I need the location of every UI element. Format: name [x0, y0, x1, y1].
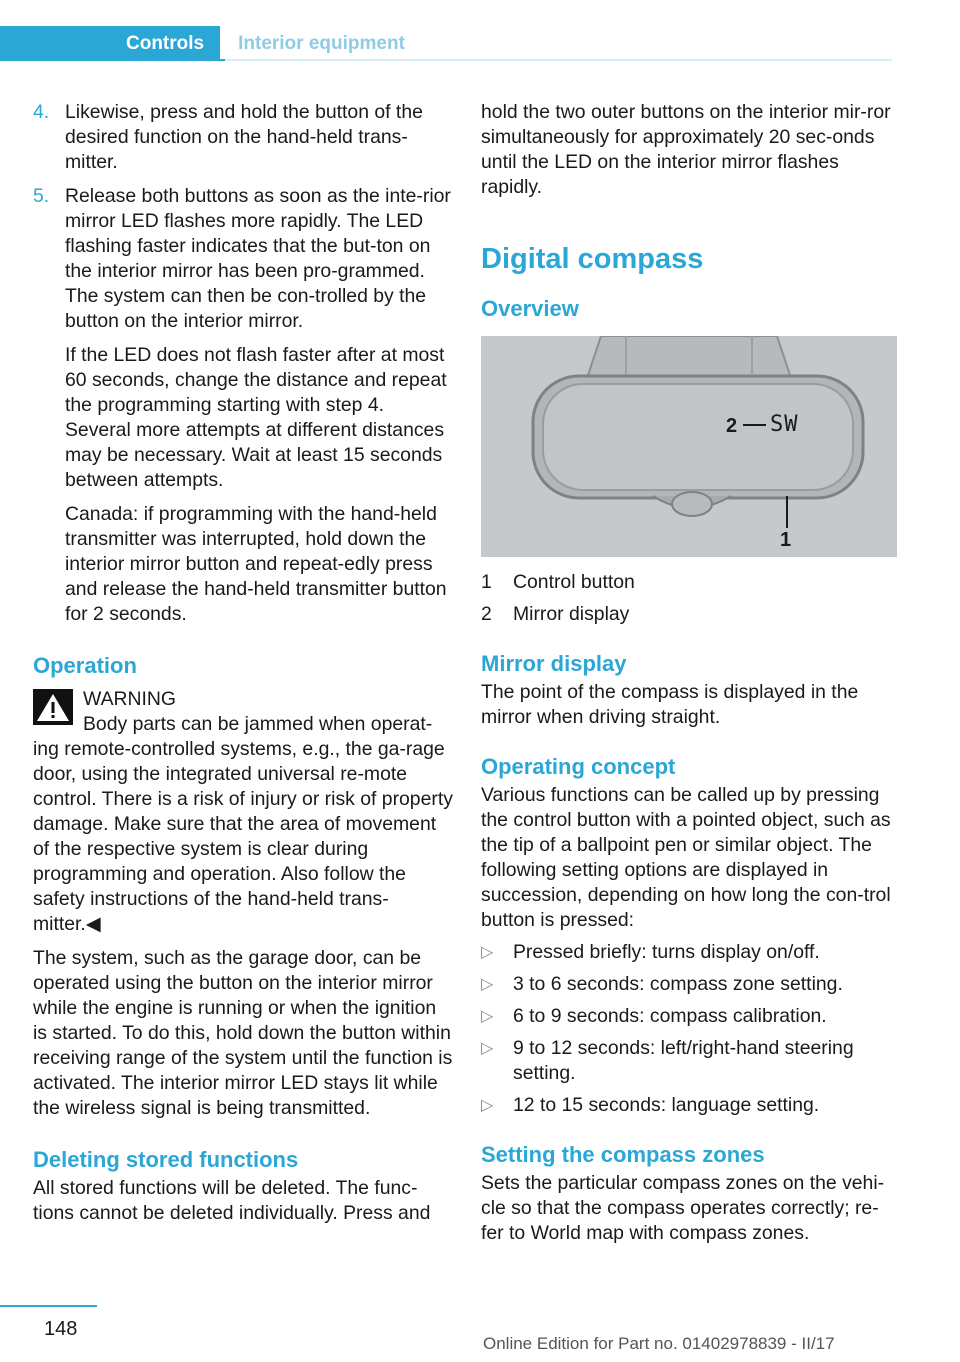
- operating-concept-text: Various functions can be called up by pressing the control button with a pointed object, such as the tip of a ballpoint pen or similar object. The following setting options are displayed in succession, depending on how long the con‐trol button is pressed:: [481, 784, 891, 931]
- list-item: [481, 940, 897, 965]
- mirror-display-heading: Mirror display: [481, 651, 627, 676]
- legend-label: Control button: [513, 571, 635, 593]
- legend-item: [481, 602, 897, 627]
- triangle-bullet-icon: ▷: [481, 1008, 494, 1025]
- step-item: [33, 100, 453, 175]
- overview-heading: Overview: [481, 296, 579, 321]
- header-rule: [0, 59, 225, 61]
- operating-concept-heading: Operating concept: [481, 754, 676, 779]
- list-item-text: 9 to 12 seconds: left/right-hand steering setting.: [513, 1037, 854, 1084]
- compass-zones-heading: Setting the compass zones: [481, 1142, 765, 1167]
- step-number: 4.: [33, 101, 50, 123]
- triangle-bullet-icon: ▷: [481, 944, 494, 961]
- step-text: Release both buttons as soon as the inte‐rior mirror LED flashes more rapidly. The LED flashing faster indicates that the but‐ton on the interior mirror has been pro‐grammed. The system can then be con‐trolled by the button on the interior mirror.: [65, 185, 451, 332]
- legend-label: Mirror display: [513, 603, 630, 625]
- right-column: [481, 100, 897, 1246]
- list-item: [481, 1093, 897, 1118]
- list-item-text: 6 to 9 seconds: compass calibration.: [513, 1005, 827, 1027]
- list-item: [481, 1004, 897, 1029]
- legend-number: 1: [481, 571, 492, 593]
- mirror-display-text: The point of the compass is displayed in the mirror when driving straight.: [481, 681, 859, 728]
- operation-text: The system, such as the garage door, can be operated using the button on the interior mirror while the engine is running or when the ignition is started. To do this, hold down the button within receiving range of the system until the function is activated. The interior mirror LED stays lit while the wireless signal is being transmitted.: [33, 947, 453, 1119]
- header-subsection: Interior equipment: [220, 26, 892, 61]
- triangle-bullet-icon: ▷: [481, 1040, 494, 1057]
- mirror-illustration: [481, 336, 897, 557]
- list-item-text: Pressed briefly: turns display on/off.: [513, 941, 820, 963]
- continued-text: hold the two outer buttons on the interior mir‐ror simultaneously for approximately 20 sec‐onds until the LED on the interior mirror flashes rapidly.: [481, 101, 891, 198]
- step-text: Likewise, press and hold the button of the desired function on the hand-held trans‐mitter.: [65, 101, 423, 173]
- footer-rule: [0, 1305, 97, 1307]
- page-number: 148: [44, 1318, 78, 1340]
- list-item-text: 12 to 15 seconds: language setting.: [513, 1094, 820, 1116]
- warning-block: [33, 687, 453, 937]
- page-header: [0, 26, 892, 61]
- warning-text: Body parts can be jammed when operat‐ing remote-controlled systems, e.g., the ga‐rage door, using the integrated universal re‐mote control. There is a risk of injury or risk of property damage. Make sure that the area of movement of the respective system is clear during programming and operation. Also follow the safety instructions of the hand-held trans‐mitter.◀: [33, 713, 453, 935]
- compass-display-text: SW: [770, 412, 799, 437]
- warning-icon: [33, 689, 73, 725]
- list-item: [481, 1036, 897, 1086]
- list-item: [481, 972, 897, 997]
- deleting-text: All stored functions will be deleted. The func‐tions cannot be deleted individually. Press and: [33, 1177, 431, 1224]
- edition-text: Online Edition for Part no. 01402978839 - II/17: [483, 1334, 835, 1353]
- step-item: [33, 184, 453, 334]
- triangle-bullet-icon: ▷: [481, 976, 494, 993]
- operation-heading: Operation: [33, 653, 137, 678]
- mirror-drawing: [481, 336, 897, 557]
- warning-title: WARNING: [83, 688, 176, 710]
- step-note: Canada: if programming with the hand-held transmitter was interrupted, hold down the interior mirror button and repeat‐edly press and release the hand-held transmitter button for 2 seconds.: [65, 503, 447, 625]
- deleting-heading: Deleting stored functions: [33, 1147, 299, 1172]
- callout-2: 2: [726, 415, 738, 437]
- step-number: 5.: [33, 185, 50, 207]
- duration-list: [481, 940, 897, 1118]
- digital-compass-heading: Digital compass: [481, 243, 704, 275]
- legend-number: 2: [481, 603, 492, 625]
- step-note: If the LED does not flash faster after at most 60 seconds, change the distance and repeat the programming starting with step 4. Several more attempts at different distances may be necessary. Wait at least 15 seconds between attempts.: [65, 344, 447, 491]
- header-section: Controls: [0, 26, 220, 61]
- legend-item: [481, 570, 897, 595]
- compass-zones-text: Sets the particular compass zones on the vehi‐cle so that the compass operates correctly; re‐fer to World map with compass zones.: [481, 1172, 885, 1244]
- left-column: [33, 100, 453, 1226]
- list-item-text: 3 to 6 seconds: compass zone setting.: [513, 973, 843, 995]
- callout-1: 1: [780, 529, 792, 551]
- triangle-bullet-icon: ▷: [481, 1097, 494, 1114]
